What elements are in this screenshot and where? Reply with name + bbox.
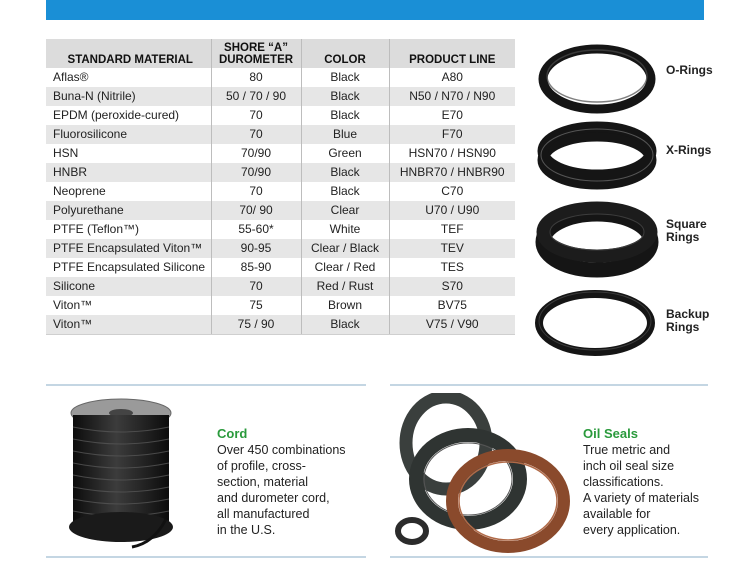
durometer-cell: 70: [211, 106, 301, 125]
oil-seals-text-line: every application.: [583, 523, 681, 537]
cord-text-line: of profile, cross-: [217, 459, 306, 473]
table-row: [46, 220, 515, 239]
material-cell: EPDM (peroxide-cured): [53, 108, 180, 122]
product-line-cell: V75 / V90: [389, 315, 515, 335]
x-ring-image: [534, 118, 660, 194]
color-cell: Red / Rust: [301, 277, 389, 296]
cord-spool-image: [56, 393, 186, 551]
color-cell: Black: [301, 182, 389, 201]
durometer-cell: 80: [211, 68, 301, 87]
color-cell: Brown: [301, 296, 389, 315]
material-cell: Buna-N (Nitrile): [46, 87, 211, 106]
product-line-cell: TEF: [389, 220, 515, 239]
table-row: [46, 144, 515, 163]
square-ring-image: [534, 198, 660, 278]
table-row: [46, 315, 515, 335]
durometer-cell: 75: [211, 296, 301, 315]
color-cell: Black: [301, 106, 389, 125]
durometer-cell: 55-60*: [211, 220, 301, 239]
material-cell: Viton™: [53, 298, 93, 312]
oil-seals-text-line: A variety of materials: [583, 491, 700, 505]
oil-seals-top-divider: [390, 384, 708, 386]
backup-ring-image: [530, 287, 660, 359]
table-body: [46, 68, 515, 335]
durometer-cell: 50 / 70 / 90: [211, 87, 301, 106]
material-cell: Silicone: [46, 277, 211, 296]
table-row: [46, 182, 515, 201]
color-cell: Clear / Black: [301, 239, 389, 258]
material-cell: HNBR: [46, 163, 211, 182]
table-row: [46, 296, 515, 315]
material-cell: Neoprene: [53, 184, 106, 198]
header-durometer: SHORE “A” DUROMETER: [211, 39, 301, 68]
backup-rings-label-line2: Rings: [666, 320, 700, 334]
cord-bottom-divider: [46, 556, 366, 558]
material-cell: Viton™: [46, 315, 211, 335]
material-cell: PTFE (Teflon™): [53, 222, 140, 236]
durometer-cell: 85-90: [211, 258, 301, 277]
durometer-cell: 70/ 90: [211, 201, 301, 220]
table-row: [46, 87, 515, 106]
color-cell: Black: [301, 68, 389, 87]
cord-text-line: section, material: [217, 475, 309, 489]
oil-seals-text-line: inch oil seal size: [583, 459, 675, 473]
product-line-cell: U70 / U90: [389, 201, 515, 220]
product-line-cell: HSN70 / HSN90: [389, 144, 515, 163]
oil-seals-text-line: True metric and: [583, 443, 671, 457]
material-cell: Aflas®: [53, 70, 89, 84]
durometer-cell: 70/90: [211, 144, 301, 163]
color-cell: Black: [301, 87, 389, 106]
oil-seals-text-line: available for: [583, 507, 651, 521]
cord-text-line: all manufactured: [217, 507, 310, 521]
header-product-line: PRODUCT LINE: [389, 39, 515, 68]
color-cell: Clear / Red: [301, 258, 389, 277]
product-line-cell: HNBR70 / HNBR90: [389, 163, 515, 182]
color-cell: Clear: [301, 201, 389, 220]
square-rings-label: [666, 218, 707, 244]
product-line-cell: F70: [389, 125, 515, 144]
materials-table: [46, 39, 515, 335]
material-cell: PTFE Encapsulated Silicone: [53, 260, 206, 274]
square-rings-label-line1: Square: [666, 217, 707, 231]
cord-text-line: Over 450 combinations: [217, 443, 346, 457]
durometer-cell: 70: [211, 125, 301, 144]
oil-seals-title: Oil Seals: [583, 426, 638, 441]
product-line-cell: S70: [389, 277, 515, 296]
material-cell: Polyurethane: [46, 201, 211, 220]
table-row: [46, 125, 515, 144]
durometer-cell: 75 / 90: [211, 315, 301, 335]
product-line-cell: N50 / N70 / N90: [389, 87, 515, 106]
table-row: [46, 163, 515, 182]
material-cell: PTFE Encapsulated Viton™: [46, 239, 211, 258]
color-cell: Black: [301, 163, 389, 182]
table-row: [46, 106, 515, 125]
product-line-cell: C70: [389, 182, 515, 201]
durometer-cell: 70: [211, 277, 301, 296]
product-line-cell: TEV: [389, 239, 515, 258]
color-cell: Blue: [301, 125, 389, 144]
product-line-cell: TES: [389, 258, 515, 277]
durometer-cell: 70: [211, 182, 301, 201]
product-line-cell: BV75: [389, 296, 515, 315]
oil-seals-image: [390, 393, 576, 553]
cord-text-line: in the U.S.: [217, 523, 276, 537]
header-standard-material: STANDARD MATERIAL: [46, 39, 211, 68]
backup-rings-label: [666, 308, 709, 334]
color-cell: Black: [301, 315, 389, 335]
table-row: [46, 277, 515, 296]
table-row: [46, 201, 515, 220]
o-rings-label: O-Rings: [666, 63, 713, 77]
table-row: [46, 68, 515, 87]
table-header-row: [46, 39, 515, 68]
durometer-cell: 90-95: [211, 239, 301, 258]
backup-rings-label-line1: Backup: [666, 307, 710, 321]
x-rings-label: X-Rings: [666, 143, 712, 157]
cord-top-divider: [46, 384, 366, 386]
table-row: [46, 239, 515, 258]
material-cell: HSN: [53, 146, 79, 160]
o-ring-image: [534, 42, 660, 116]
cord-text-line: and durometer cord,: [217, 491, 330, 505]
header-color: COLOR: [301, 39, 389, 68]
oil-seals-text-line: classifications.: [583, 475, 664, 489]
top-accent-bar: [46, 0, 704, 20]
product-line-cell: E70: [389, 106, 515, 125]
product-line-cell: A80: [389, 68, 515, 87]
color-cell: Green: [301, 144, 389, 163]
square-rings-label-line2: Rings: [666, 230, 700, 244]
color-cell: White: [301, 220, 389, 239]
material-cell: Fluorosilicone: [46, 125, 211, 144]
durometer-cell: 70/90: [211, 163, 301, 182]
oil-seals-bottom-divider: [390, 556, 708, 558]
table-row: [46, 258, 515, 277]
cord-title: Cord: [217, 426, 248, 441]
